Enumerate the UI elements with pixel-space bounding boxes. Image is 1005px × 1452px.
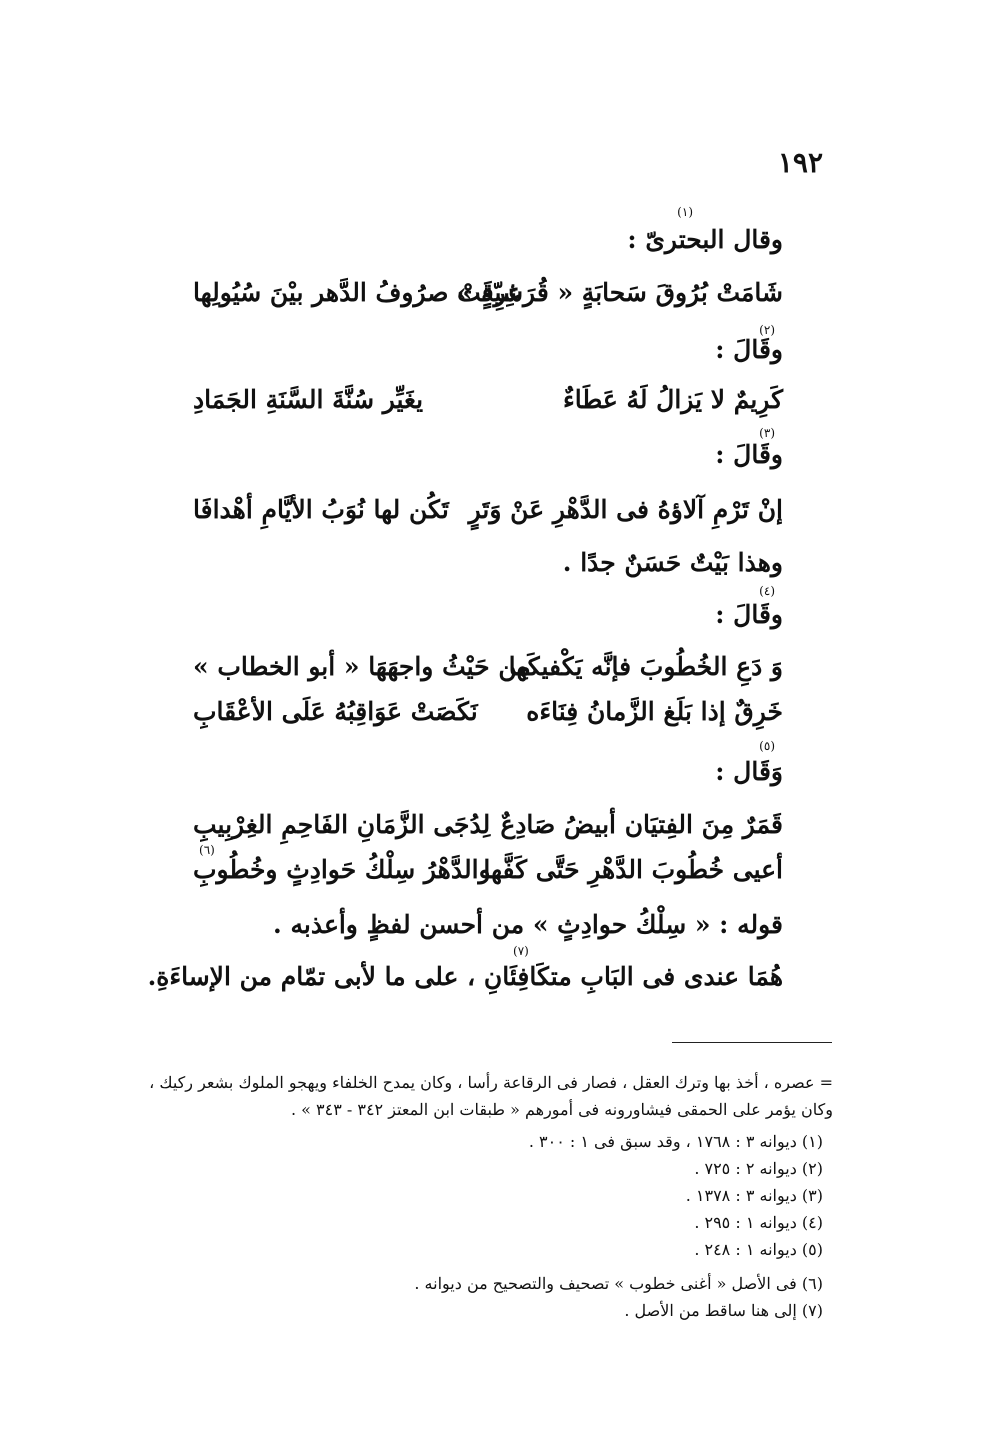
footnote: (٢) ديوانه ٢ : ٧٢٥ .	[694, 1159, 823, 1178]
intro-text: وقَالَ :	[715, 600, 783, 629]
footnote-ref: (٥)	[759, 739, 775, 753]
poem-intro	[715, 323, 783, 364]
page-number: ١٩٢	[777, 146, 823, 179]
footnote: (٣) ديوانه ٣ : ١٣٧٨ .	[685, 1186, 823, 1205]
footnote-ref: (٦)	[199, 843, 215, 857]
intro-text: وقَالَ :	[715, 335, 783, 364]
poem-intro	[715, 739, 783, 786]
verse-line	[193, 278, 783, 318]
verse-second-hemistich: والدَّهْرُ سِلْكُ حَوادِثٍ وخُطُوبِ	[193, 855, 491, 884]
footnote-separator	[672, 1042, 832, 1043]
verse-first-hemistich: إنْ تَرْمِ آلاؤهُ فى الدَّهْرِ عَنْ وَتَرٍ	[468, 495, 783, 524]
verse-line	[193, 843, 783, 895]
verse-second-hemistich: نَكَصَتْ عَوَاقِبُهُ عَلَى الأعْقَابِ	[193, 697, 478, 726]
poem-intro	[715, 584, 783, 629]
intro-text: وقال البحترىّ :	[627, 225, 783, 254]
intro-text: وَقَال :	[715, 757, 783, 786]
footnote-continuation: = عصره ، أخذ بها وترك العقل ، فصار فى الرقاعة رأسا ، وكان يمدح الخلفاء ويهجو الملوك بشعر ركيك ،	[149, 1073, 833, 1092]
verse-first-hemistich: خَرِقٌ إذا بَلَغ الزَّمانُ فِنَاءَه	[526, 697, 783, 726]
verse-first-hemistich: وَ دَعِ الخُطُوبَ فإنَّه يَكْفيكَها	[508, 652, 783, 681]
prose-line: وهذا بَيْتٌ حَسَنٌ جدًا .	[562, 548, 783, 577]
footnote: (١) ديوانه ٣ : ١٧٦٨ ، وقد سبق فى ١ : ٣٠٠ .	[528, 1132, 823, 1151]
footnote: (٥) ديوانه ١ : ٢٤٨ .	[694, 1240, 823, 1259]
prose-line: قوله : « سِلْكُ حوادِثٍ » من أحسن لفظٍ وأعذبه .	[273, 910, 783, 939]
verse-second-hemistich: لِدُجَى الزَّمَانِ الفَاحِمِ الغِرْبِيبِ	[193, 810, 491, 839]
verse-second-hemistich: غرِقَتْ صرُوفُ الدَّهر بيْنَ سُيُولِها	[193, 278, 521, 307]
verse-second-hemistich: يغَيِّر سُنَّةَ السَّنَةِ الجَمَادِ	[193, 385, 424, 414]
footnote-ref: (٣)	[759, 426, 775, 440]
verse-first-hemistich: قَمَرٌ مِنَ الفِتيَان أبيضُ صَادِعٌ	[500, 810, 783, 839]
footnote-ref: (٢)	[759, 323, 775, 337]
verse-line	[193, 652, 783, 692]
footnote-ref: (٤)	[759, 584, 775, 598]
verse-second-hemistich: تَكُن لها نُوَبُ الأيَّامِ أهْدافَا	[193, 495, 449, 524]
poem-intro	[627, 205, 783, 254]
verse-first-hemistich: شَامَتْ بُرُوقَ سَحابَةٍ « قُرَشِيّةٍ »	[456, 278, 783, 307]
verse-line	[193, 495, 783, 535]
footnote-ref: (٧)	[513, 944, 529, 958]
footnote-ref: (١)	[677, 205, 693, 219]
prose-line	[147, 944, 783, 991]
verse-first-hemistich: أعيى خُطُوبَ الدَّهْرِ حَتَّى كَفَّها	[483, 855, 783, 884]
verse-first-hemistich: كَرِيمٌ لا يَزالُ لَهُ عَطَاءٌ	[562, 385, 783, 414]
footnote: (٦) فى الأصل « أغنى خطوب » تصحيف والتصحيح من ديوانه .	[414, 1274, 823, 1293]
footnote-continuation: وكان يؤمر على الحمقى فيشاورونه فى أمورهم « طبقات ابن المعتز ٣٤٢ - ٣٤٣ » .	[290, 1100, 833, 1119]
verse-second-hemistich: مِن حَيْثُ واجهَهَا « أبو الخطاب »	[193, 652, 531, 681]
footnote: (٤) ديوانه ١ : ٢٩٥ .	[694, 1213, 823, 1232]
intro-text: وقَالَ :	[715, 440, 783, 469]
verse-line	[193, 810, 783, 850]
poem-intro	[715, 426, 783, 469]
verse-line	[193, 697, 783, 737]
footnote: (٧) إلى هنا ساقط من الأصل .	[624, 1301, 823, 1320]
prose-text: هُمَا عندى فى البَابِ متكَافِئَانِ ، على ما لأبى تمّام من الإساءَةِ.	[147, 962, 783, 991]
verse-line	[193, 385, 783, 425]
